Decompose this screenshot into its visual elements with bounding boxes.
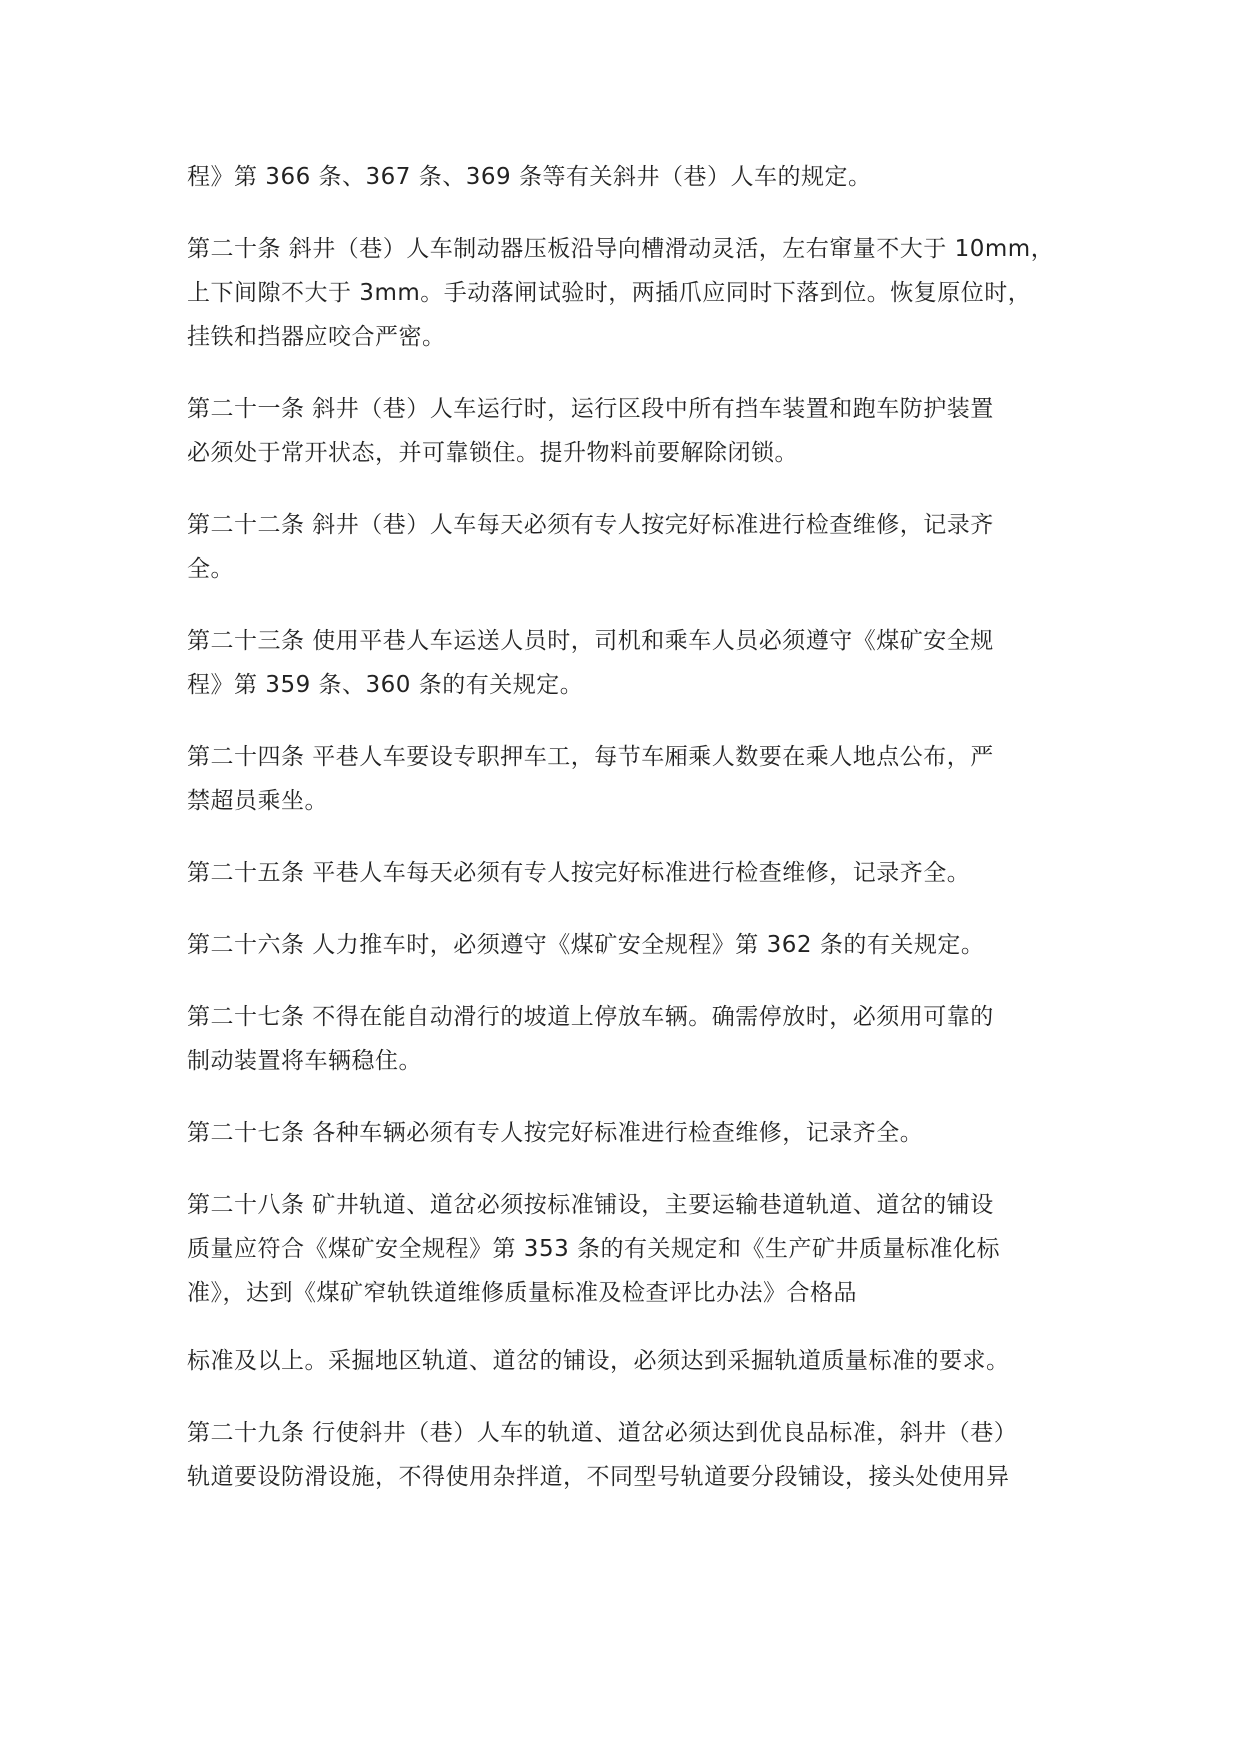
paragraph	[187, 851, 1055, 895]
text-line: 质量应符合《煤矿安全规程》第 353 条的有关规定和《生产矿井质量标准化标	[187, 1236, 1001, 1262]
paragraph	[187, 1411, 1055, 1499]
text-line: 准》，达到《煤矿窄轨铁道维修质量标准及检查评比办法》合格品	[187, 1280, 857, 1306]
text-line: 程》第 366 条、367 条、369 条等有关斜井（巷）人车的规定。	[187, 164, 872, 190]
paragraph	[187, 503, 1055, 591]
text-line: 禁超员乘坐。	[187, 788, 328, 814]
text-line: 第二十五条 平巷人车每天必须有专人按完好标准进行检查维修，记录齐全。	[187, 860, 971, 886]
text-line: 轨道要设防滑设施，不得使用杂拌道，不同型号轨道要分段铺设，接头处使用异	[187, 1464, 1010, 1490]
paragraph	[187, 735, 1055, 823]
paragraph	[187, 1111, 1055, 1155]
paragraph	[187, 619, 1055, 707]
paragraph	[187, 387, 1055, 475]
text-line: 第二十七条 各种车辆必须有专人按完好标准进行检查维修，记录齐全。	[187, 1120, 924, 1146]
text-line: 第二十一条 斜井（巷）人车运行时，运行区段中所有挡车装置和跑车防护装置	[187, 396, 994, 422]
document-body	[187, 155, 1055, 1527]
text-line: 程》第 359 条、360 条的有关规定。	[187, 672, 584, 698]
paragraph	[187, 227, 1055, 359]
text-line: 第二十七条 不得在能自动滑行的坡道上停放车辆。确需停放时，必须用可靠的	[187, 1004, 994, 1030]
text-line: 制动装置将车辆稳住。	[187, 1048, 422, 1074]
paragraph	[187, 1339, 1055, 1383]
text-line: 上下间隙不大于 3mm。手动落闸试验时，两插爪应同时下落到位。恢复原位时，	[187, 280, 1032, 306]
text-line: 第二十四条 平巷人车要设专职押车工，每节车厢乘人数要在乘人地点公布，严	[187, 744, 994, 770]
text-line: 第二十三条 使用平巷人车运送人员时，司机和乘车人员必须遵守《煤矿安全规	[187, 628, 994, 654]
text-line: 第二十条 斜井（巷）人车制动器压板沿导向槽滑动灵活，左右窜量不大于 10mm，	[187, 236, 1055, 262]
text-line: 第二十八条 矿井轨道、道岔必须按标准铺设，主要运输巷道轨道、道岔的铺设	[187, 1192, 994, 1218]
text-line: 挂铁和挡器应咬合严密。	[187, 324, 446, 350]
text-line: 必须处于常开状态，并可靠锁住。提升物料前要解除闭锁。	[187, 440, 798, 466]
text-line: 第二十六条 人力推车时，必须遵守《煤矿安全规程》第 362 条的有关规定。	[187, 932, 985, 958]
paragraph	[187, 1183, 1055, 1315]
paragraph	[187, 995, 1055, 1083]
text-line: 第二十二条 斜井（巷）人车每天必须有专人按完好标准进行检查维修，记录齐	[187, 512, 994, 538]
text-line: 第二十九条 行使斜井（巷）人车的轨道、道岔必须达到优良品标准，斜井（巷）	[187, 1420, 1018, 1446]
text-line: 全。	[187, 556, 234, 582]
paragraph	[187, 155, 1055, 199]
text-line: 标准及以上。采掘地区轨道、道岔的铺设，必须达到采掘轨道质量标准的要求。	[187, 1348, 1010, 1374]
paragraph	[187, 923, 1055, 967]
